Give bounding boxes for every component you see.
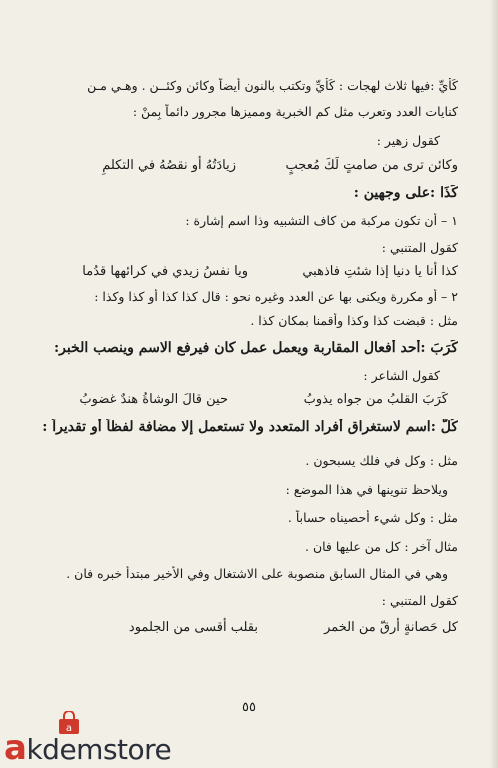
verse-second: بقلب أقسى من الجلمود	[128, 620, 258, 635]
text-line: وهي في المثال السابق منصوبة على الاشتغال وفي الأخير مبتدأ خبره فان .	[66, 566, 448, 581]
verse-first: وكائن ترى من صامتٍ لَكَ مُعجبٍ	[285, 158, 458, 173]
text-line: مثال آخر : كل من عليها فان .	[305, 539, 458, 554]
shopping-bag-icon	[58, 711, 80, 735]
text-line: كنايات العدد وتعرب مثل كم الخبرية ومميزها مجرور دائماً بِمنْ :	[132, 104, 458, 119]
text-line: كقول المتنبي :	[381, 240, 458, 255]
svg-text:a: a	[65, 723, 73, 734]
text-line: ٢ – أو مكررة ويكنى بها عن العدد وغيره نحو : قال كذا كذا أو كذا وكذا :	[94, 289, 458, 304]
page-edge	[490, 0, 498, 768]
verse-first: كل حَصانةٍ أرقّ من الخمر	[324, 620, 458, 635]
akdemstore-logo: akdemstore	[4, 728, 172, 768]
text-line: مثل : وكل في فلك يسبحون .	[305, 453, 458, 468]
text-line: كَأَيِّ :فيها ثلاث لهجات : كَأَيِّ وتكتب بالنون أيضاً وكائن وكئــن . وهـي مـن	[87, 78, 458, 93]
verse-first: كَرَبَ القلبُ من جواه يذوبُ	[303, 392, 448, 407]
text-line: كقول زهير :	[376, 133, 440, 148]
text-line: ١ – أن تكون مركبة من كاف التشبيه وذا اسم إشارة :	[185, 213, 458, 228]
verse-first: كذا أنا يا دنيا إذا شئتِ فاذهبي	[302, 264, 458, 279]
text-line: كَذَا :على وجهين :	[353, 185, 458, 201]
text-line: كقول الشاعر :	[363, 368, 440, 383]
text-line: كُلّ :اسم لاستغراق أفراد المتعدد ولا تستعمل إلا مضافة لفظاً أو تقديراً :	[42, 419, 458, 435]
text-line: مثل : وكل شيء أحصيناه حساباً .	[287, 510, 458, 525]
text-line: ويلاحظ تنوينها في هذا الموضع :	[285, 482, 448, 497]
verse-second: زيادَتُهُ أو نقصُهُ في التكلمِ	[102, 158, 236, 173]
text-line: كَرَبَ :أحد أفعال المقاربة ويعمل عمل كان فيرفع الاسم وينصب الخبر:	[53, 340, 458, 356]
page-number: ٥٥	[242, 700, 256, 715]
text-line: كقول المتنبي :	[381, 593, 458, 608]
verse-second: حين قالَ الوشاةُ هندٌ غضوبُ	[79, 392, 228, 407]
text-line: مثل : قبضت كذا وكذا وأقمنا بمكان كذا .	[250, 313, 458, 328]
verse-second: ويا نفسُ زيدي في كرائهها قدُما	[82, 264, 248, 279]
